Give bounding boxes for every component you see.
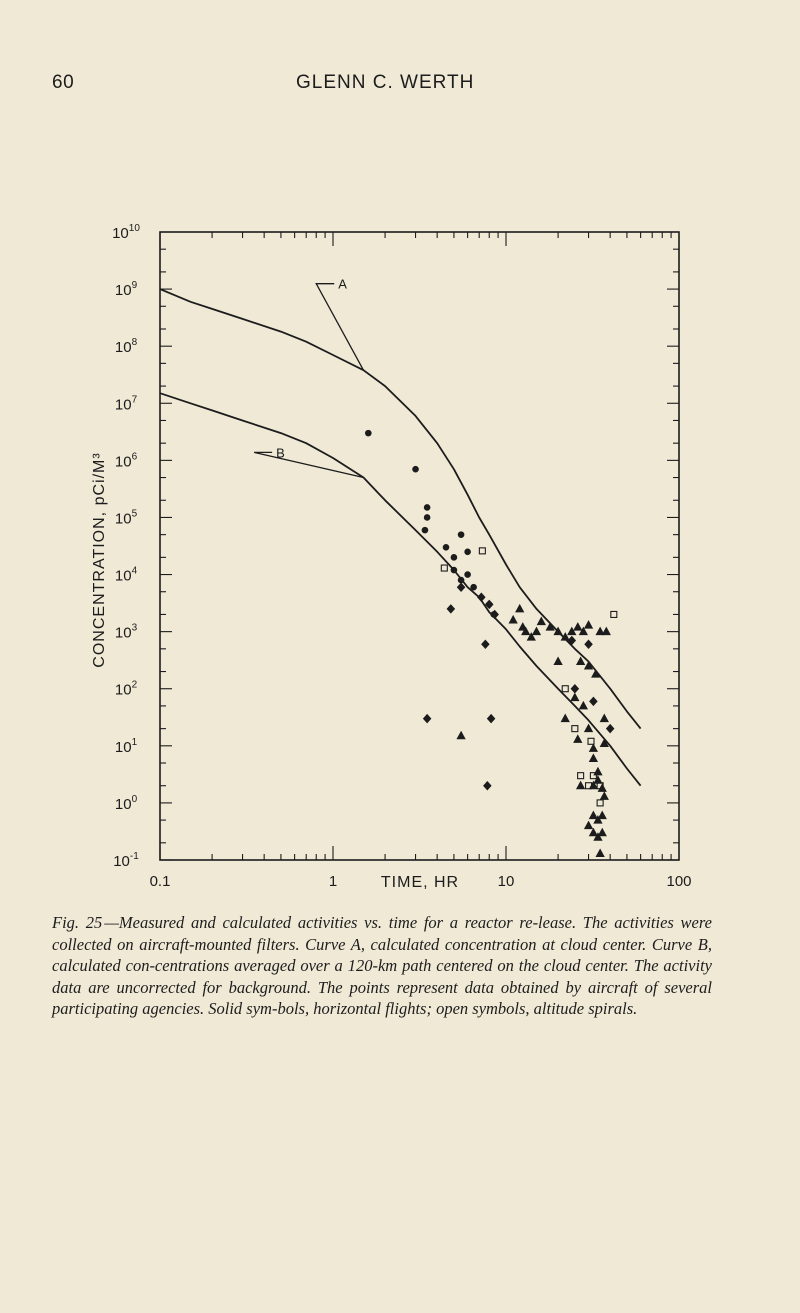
caption-text: —Measured and calculated activities vs. time for a reactor re-lease. The activities were collected on aircraft-mounted filters. Curve A, calculated concentration at cloud center. Curve B, calculated con-centrations averaged over a 120-km path centered on the cloud center. The activity data are uncorrected for background. The points represent data obtained by aircraft of several participating agencies. Solid sym-bols, horizontal flights; open symbols, altitude spirals. (52, 913, 712, 1018)
data-point-square (572, 726, 578, 732)
figure-caption (52, 912, 712, 1020)
y-tick-label: $10^9$ (114, 280, 138, 300)
data-point-triangle (598, 784, 606, 791)
data-point-triangle (516, 605, 524, 612)
curve-b (160, 393, 641, 786)
curve-a (160, 289, 641, 728)
data-point-circle (443, 545, 449, 551)
data-point-square (588, 738, 594, 744)
y-axis-title: CONCENTRATION, pCi/M³ (91, 452, 108, 668)
data-point-circle (366, 430, 372, 436)
data-point-diamond (457, 583, 464, 591)
data-point-circle (465, 549, 471, 555)
data-point-triangle (585, 621, 593, 628)
data-point-circle (465, 572, 471, 578)
curve-a-leader (316, 284, 363, 370)
curve-a-label: A (338, 276, 347, 292)
y-tick-label: $10^2$ (114, 679, 138, 699)
y-tick-label: $10^7$ (114, 394, 138, 414)
data-point-triangle (571, 694, 579, 701)
data-point-triangle (574, 735, 582, 742)
data-point-triangle (594, 768, 602, 775)
data-point-triangle (533, 628, 541, 635)
y-tick-label: $10^0$ (114, 793, 138, 813)
data-point-triangle (577, 657, 585, 664)
data-point-triangle (574, 623, 582, 630)
data-point-square (597, 800, 603, 806)
x-tick-label: 0.1 (149, 873, 171, 890)
y-tick-label: $10^{10}$ (112, 223, 140, 242)
data-point-triangle (598, 829, 606, 836)
data-point-circle (471, 584, 477, 590)
points-layer (366, 430, 617, 856)
data-point-diamond (482, 640, 489, 648)
data-point-diamond (447, 605, 454, 613)
data-point-circle (458, 577, 464, 583)
data-point-triangle (561, 715, 569, 722)
data-point-triangle (594, 776, 602, 783)
plot-frame (160, 232, 679, 860)
data-point-triangle (580, 702, 588, 709)
data-point-diamond (478, 593, 485, 601)
data-point-triangle (600, 715, 608, 722)
y-tick-label: $10^5$ (114, 508, 138, 528)
data-point-square (578, 773, 584, 779)
x-axis-title: TIME, HR (380, 874, 460, 891)
data-point-square (562, 686, 568, 692)
data-point-square (611, 611, 617, 617)
curve-b-leader (254, 452, 363, 477)
data-point-triangle (590, 754, 598, 761)
data-point-triangle (585, 725, 593, 732)
data-point-circle (424, 505, 430, 511)
data-point-triangle (598, 812, 606, 819)
caption-label: Fig. 25 (52, 913, 103, 932)
data-point-triangle (577, 782, 585, 789)
data-point-diamond (585, 640, 592, 648)
data-point-triangle (590, 812, 598, 819)
data-point-triangle (554, 657, 562, 664)
y-tick-label: $10^4$ (114, 565, 138, 585)
y-tick-label: $10^3$ (114, 622, 138, 642)
data-point-circle (451, 555, 457, 561)
page-number: 60 (52, 72, 75, 93)
data-point-circle (451, 567, 457, 573)
data-point-triangle (596, 849, 604, 856)
x-tick-label: 1 (328, 873, 338, 890)
y-tick-label: $10^{-1}$ (113, 851, 139, 870)
running-head: GLENN C. WERTH (296, 72, 475, 93)
data-point-square (479, 548, 485, 554)
data-point-circle (422, 527, 428, 533)
data-point-circle (424, 515, 430, 521)
x-tick-label: 100 (666, 873, 692, 890)
data-point-circle (458, 532, 464, 538)
data-point-diamond (571, 685, 578, 693)
data-point-diamond (487, 715, 494, 723)
data-point-diamond (484, 782, 491, 790)
data-point-triangle (585, 822, 593, 829)
curves-layer (160, 277, 641, 786)
data-point-triangle (590, 744, 598, 751)
data-point-circle (413, 466, 419, 472)
data-point-diamond (590, 697, 597, 705)
y-tick-label: $10^6$ (114, 451, 138, 471)
curve-b-label: B (276, 445, 285, 461)
data-point-diamond (607, 725, 614, 733)
y-tick-label: $10^1$ (114, 736, 138, 756)
data-point-triangle (603, 628, 611, 635)
data-point-triangle (457, 732, 465, 739)
data-point-triangle (509, 616, 517, 623)
data-point-triangle (590, 829, 598, 836)
data-point-square (441, 565, 447, 571)
data-point-triangle (600, 792, 608, 799)
x-tick-label: 10 (497, 873, 515, 890)
data-point-diamond (424, 715, 431, 723)
data-point-triangle (538, 618, 546, 625)
y-tick-label: $10^8$ (114, 337, 138, 357)
